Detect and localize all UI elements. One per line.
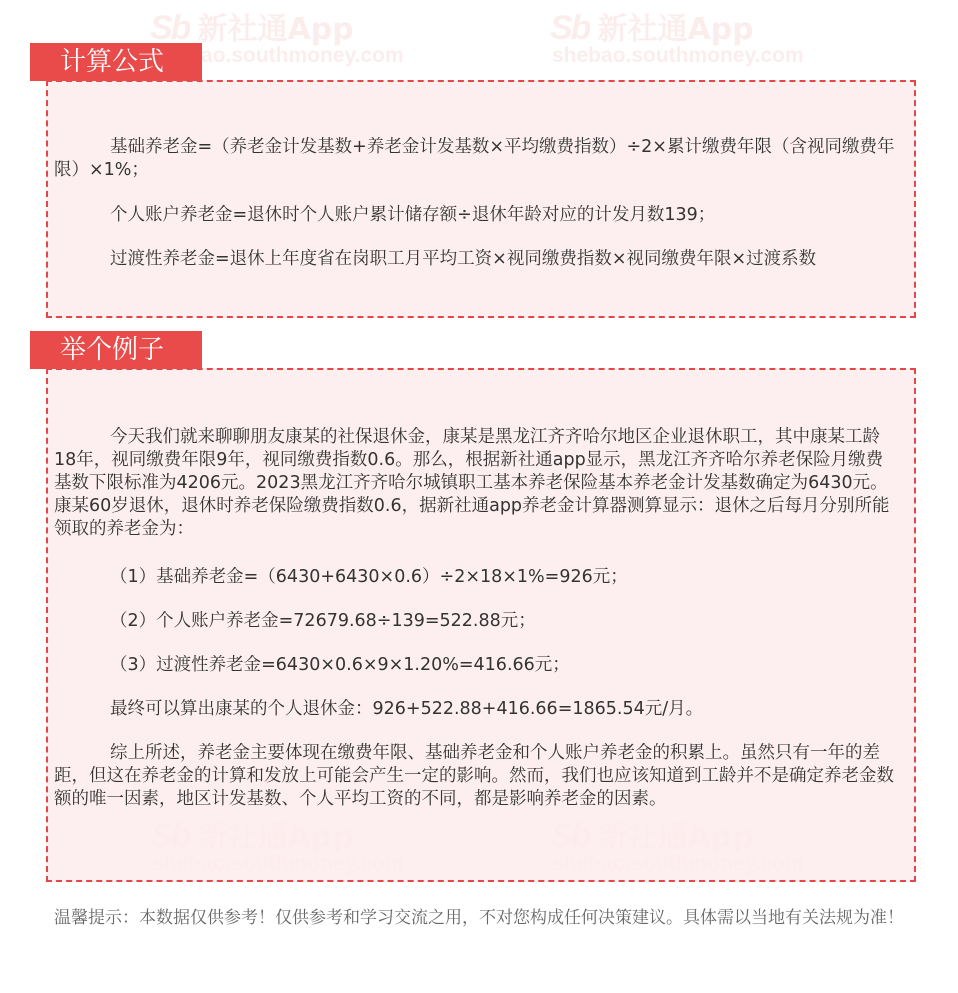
watermark-logo: Sb (550, 9, 590, 47)
footer-notice: 温馨提示：本数据仅供参考！仅供参考和学习交流之用，不对您构成任何决策建议。具体需以当地有关法规为准！ (54, 908, 904, 928)
formula-basic-pension: 基础养老金=（养老金计发基数+养老金计发基数×平均缴费指数）÷2×累计缴费年限（含视同缴费年限）×1%； (54, 137, 895, 180)
example-basic-pension: （1）基础养老金=（6430+6430×0.6）÷2×18×1%=926元； (110, 567, 628, 587)
formula-box (46, 80, 916, 318)
watermark-url: shebao.southmoney.com (552, 44, 804, 67)
section-title-formula: 计算公式 (30, 43, 202, 81)
example-total: 最终可以算出康某的个人退休金：926+522.88+416.66=1865.54元/月。 (110, 699, 704, 719)
formula-transitional: 过渡性养老金=退休上年度省在岗职工月平均工资×视同缴费指数×视同缴费年限×过渡系数 (110, 249, 817, 269)
watermark-top-right (550, 4, 804, 68)
section-title-example: 举个例子 (30, 331, 202, 369)
watermark-logo: Sb (150, 9, 190, 47)
watermark-name: 新社通App (197, 12, 354, 47)
example-transitional: （3）过渡性养老金=6430×0.6×9×1.20%=416.66元； (110, 655, 570, 675)
watermark-url: shebao.southmoney.com (152, 44, 404, 67)
example-box (46, 368, 916, 882)
example-personal-account: （2）个人账户养老金=72679.68÷139=522.88元； (110, 611, 536, 631)
watermark-name: 新社通App (597, 12, 754, 47)
formula-personal-account: 个人账户养老金=退休时个人账户累计储存额÷退休年龄对应的计发月数139； (110, 205, 716, 225)
example-intro: 今天我们就来聊聊朋友康某的社保退休金，康某是黑龙江齐齐哈尔地区企业退休职工，其中康某工龄18年，视同缴费年限9年，视同缴费指数0.6。那么，根据新社通app显示，黑龙江齐齐哈尔养老保险月缴费基数下限标准为4206元。2023黑龙江齐齐哈尔城镇职工基本养老保险基本养老金计发基数确定为6430元。康某60岁退休，退休时养老保险缴费指数0.6，据新社通app养老金计算器测算显示：退休之后每月分别所能领取的养老金为： (54, 427, 890, 539)
example-summary: 综上所述，养老金主要体现在缴费年限、基础养老金和个人账户养老金的积累上。虽然只有一年的差距，但这在养老金的计算和发放上可能会产生一定的影响。然而，我们也应该知道到工龄并不是确定养老金数额的唯一因素，地区计发基数、个人平均工资的不同，都是影响养老金的因素。 (54, 743, 894, 809)
